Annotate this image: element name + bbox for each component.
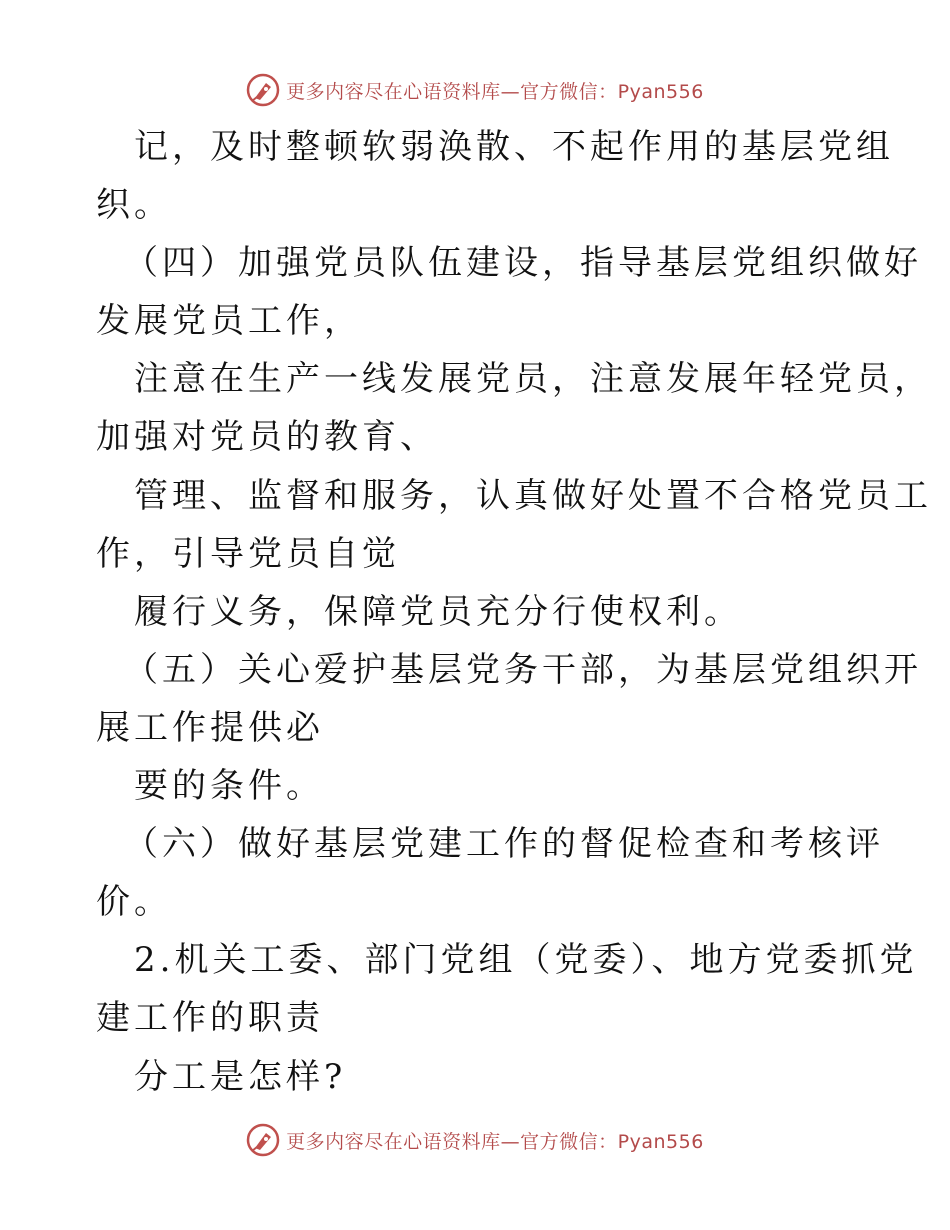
footer-watermark-banner <box>0 1120 950 1160</box>
pen-nib-logo-icon <box>246 1123 280 1157</box>
text-line: （五）关心爱护基层党务干部，为基层党组织开 <box>124 649 922 690</box>
text-line: 展工作提供必 <box>96 707 324 748</box>
text-line: 织。 <box>96 185 172 226</box>
text-line: 要的条件。 <box>134 766 324 807</box>
header-watermark-banner <box>0 70 950 110</box>
text-line: 建工作的职责 <box>96 998 324 1039</box>
watermark-text: 更多内容尽在心语资料库—官方微信：Pyan556 <box>286 1130 704 1153</box>
text-line: 履行义务，保障党员充分行使权利。 <box>134 591 742 632</box>
text-line: 注意在生产一线发展党员，注意发展年轻党员， <box>134 359 932 400</box>
pen-nib-logo-icon <box>246 73 280 107</box>
text-line: 记，及时整顿软弱涣散、不起作用的基层党组 <box>134 127 894 167</box>
text-line: 2.机关工委、部门党组（党委）、地方党委抓党 <box>134 940 918 981</box>
text-line: （四）加强党员队伍建设，指导基层党组织做好 <box>124 243 922 284</box>
text-line: 价。 <box>96 882 172 923</box>
text-line: 作，引导党员自觉 <box>96 533 400 574</box>
text-line: 加强对党员的教育、 <box>96 417 438 458</box>
text-line: （六）做好基层党建工作的督促检查和考核评 <box>124 824 884 865</box>
text-line: 发展党员工作， <box>96 301 362 342</box>
document-body <box>96 118 932 1106</box>
text-line: 管理、监督和服务，认真做好处置不合格党员工 <box>134 475 932 516</box>
text-line: 分工是怎样? <box>134 1056 347 1097</box>
watermark-text: 更多内容尽在心语资料库—官方微信：Pyan556 <box>286 80 704 103</box>
